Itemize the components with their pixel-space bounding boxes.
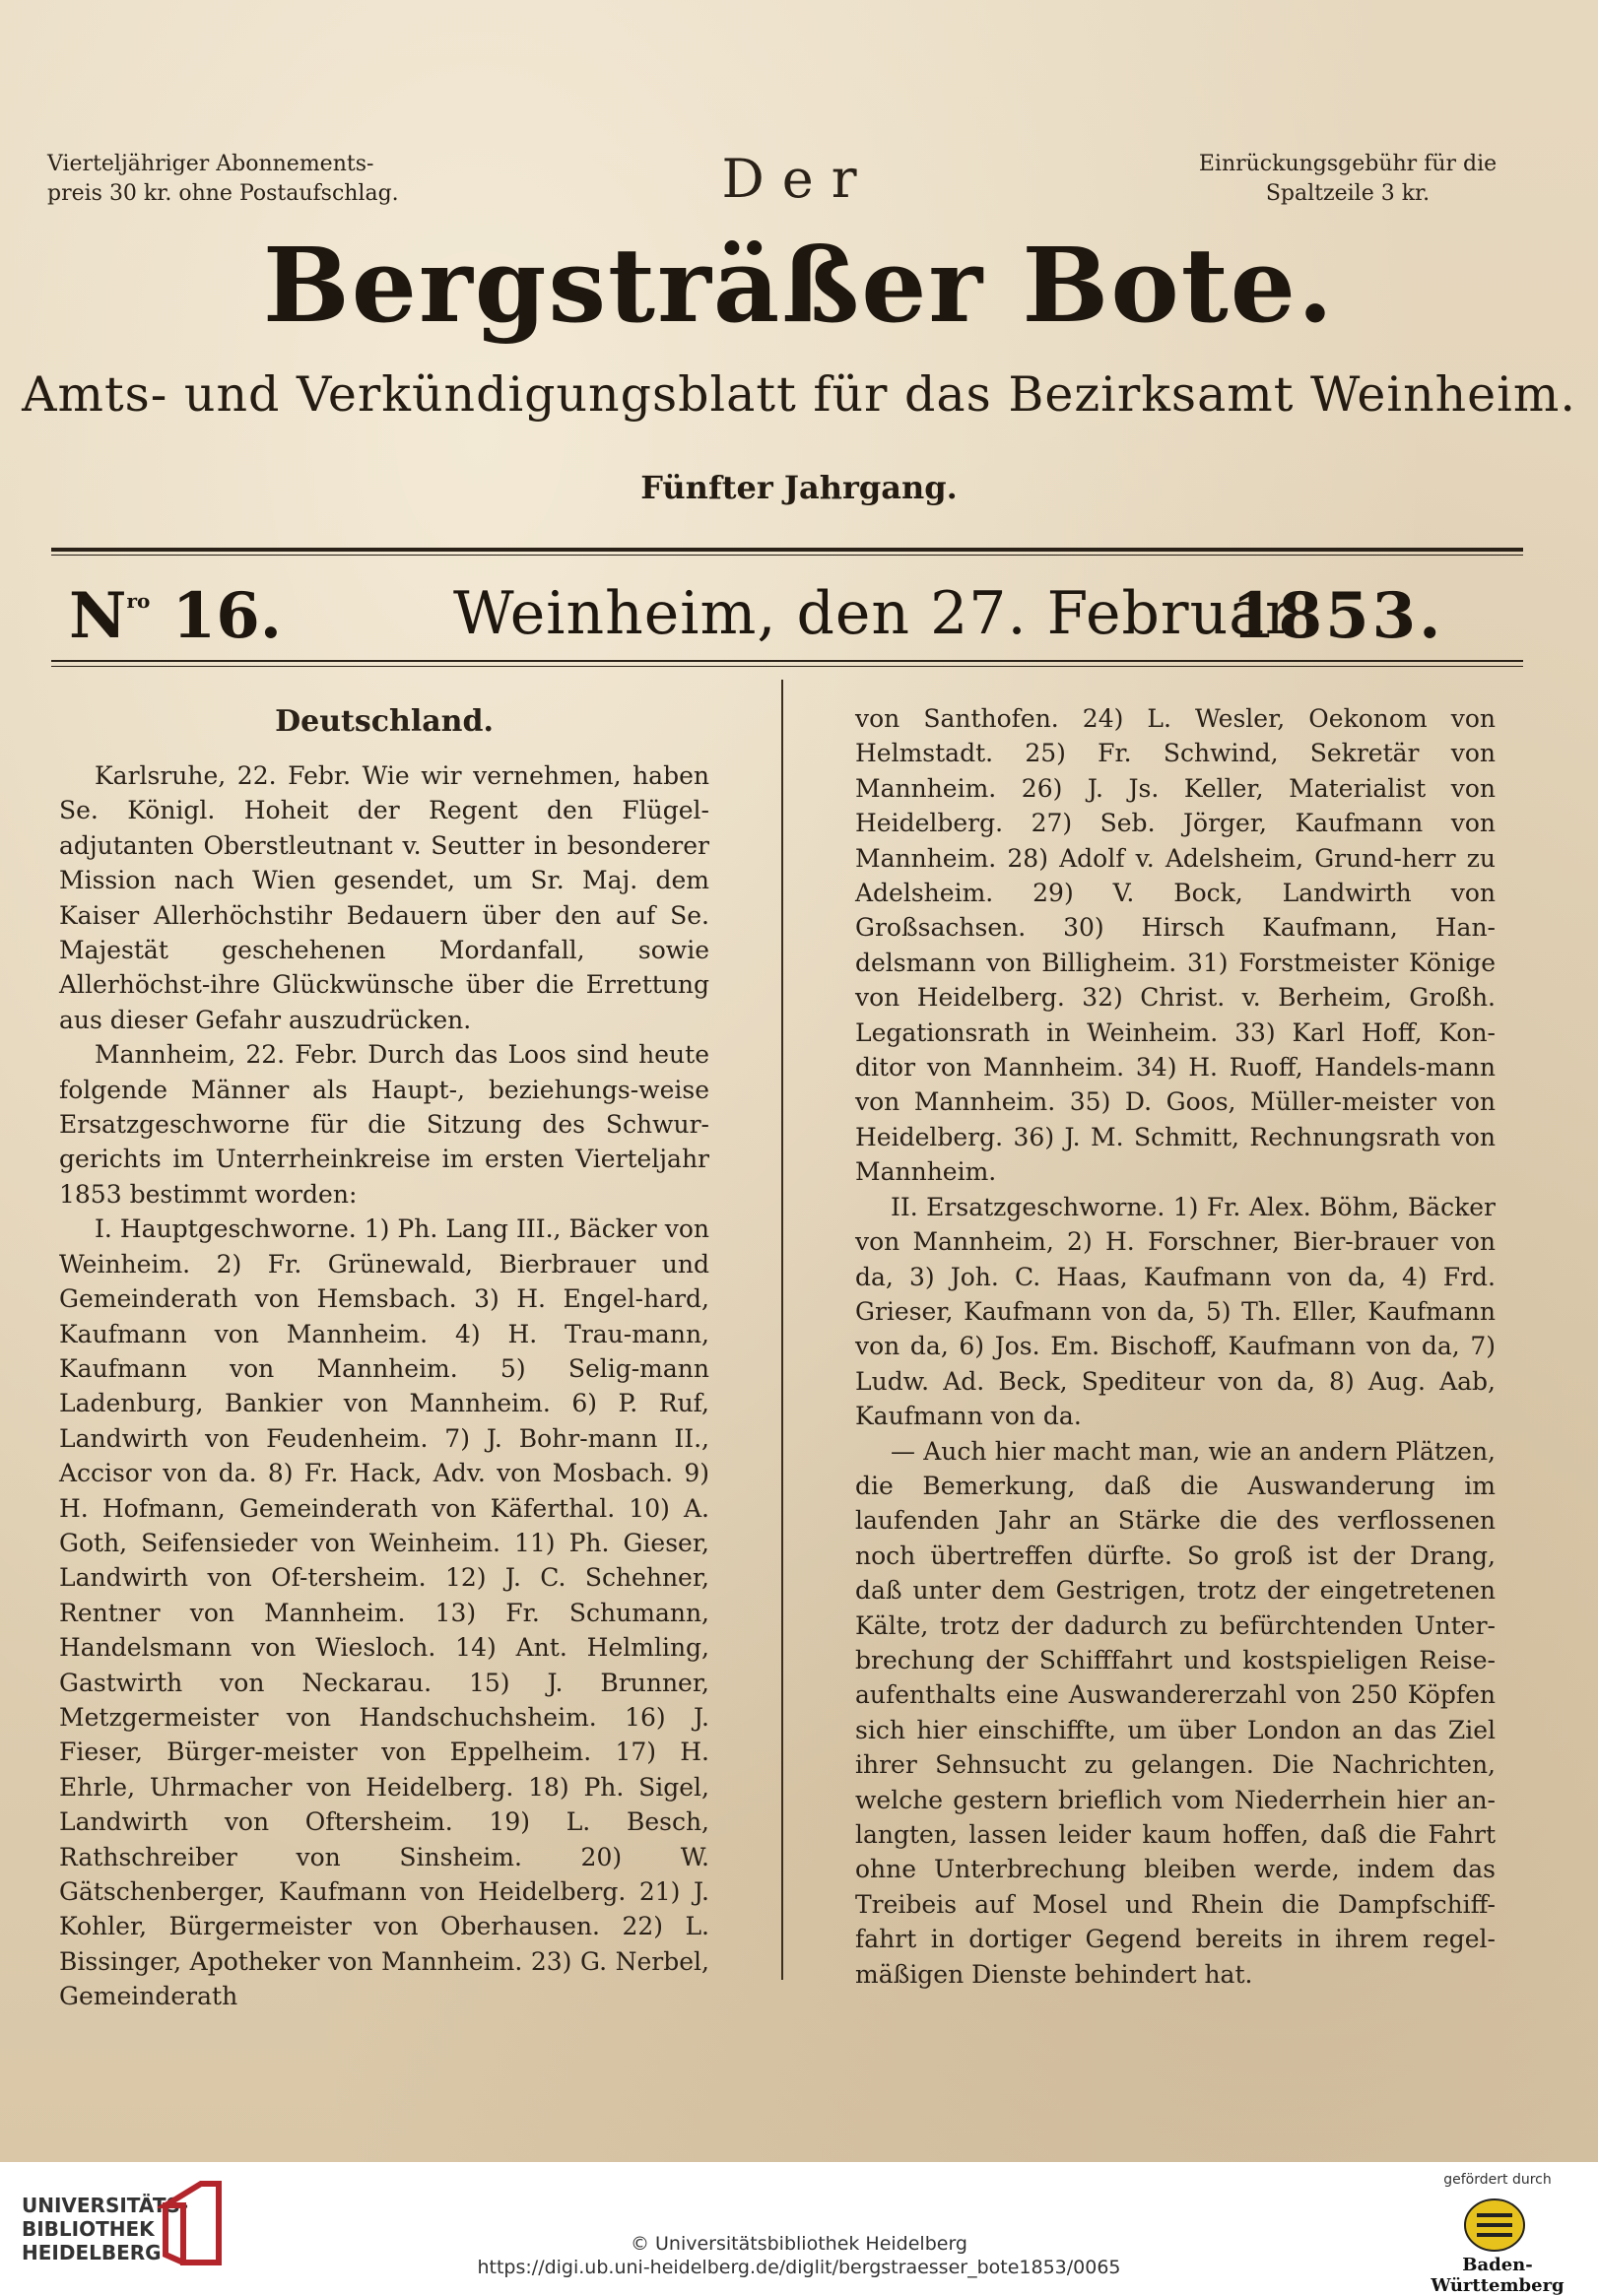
newspaper-subtitle: Amts- und Verkündigungsblatt für das Bezirksamt Weinheim.	[22, 366, 1576, 423]
paragraph-mannheim: Mannheim, 22. Febr. Durch das Loos sind heute folgende Männer als Haupt-, beziehungs-weise Ersatzgeschworne für die Sitzung des Schwur-gerichts im Unterrheinkreise im ersten Vierteljahr 1853 bestimmt worden:	[59, 1040, 709, 1209]
paragraph-karlsruhe: Karlsruhe, 22. Febr. Wie wir vernehmen, haben Se. Königl. Hoheit der Regent den Flügel-adjutanten Oberstleutnant v. Seutter in besonderer Mission nach Wien gesendet, um Sr. Maj. dem Kaiser Allerhöchstihr Bedauern über den auf Se. Majestät geschehenen Mordanfall, sowie Allerhöchst-ihre Glückwünsche über die Errettung aus dieser Gefahr auszudrücken.	[59, 761, 709, 1034]
bottom-rule-thin	[51, 666, 1523, 667]
issue-year: 1853.	[1232, 579, 1444, 653]
section-heading: Deutschland.	[275, 704, 494, 739]
left-column	[59, 758, 709, 2014]
library-name: UNIVERSITÄTS- BIBLIOTHEK HEIDELBERG	[22, 2194, 189, 2264]
issue-number	[69, 579, 282, 653]
paragraph-hauptgeschworne: I. Hauptgeschworne. 1) Ph. Lang III., Bäcker von Weinheim. 2) Fr. Grünewald, Bierbrauer und Gemeinderath von Hemsbach. 3) H. Engel-hard, Kaufmann von Mannheim. 4) H. Trau-mann, Kaufmann von Mannheim. 5) Selig-mann Ladenburg, Bankier von Mannheim. 6) P. Ruf, Landwirth von Feudenheim. 7) J. Bohr-mann II., Accisor von da. 8) Fr. Hack, Adv. von Mosbach. 9) H. Hofmann, Gemeinderath von Käferthal. 10) A. Goth, Seifensieder von Weinheim. 11) Ph. Gieser, Landwirth von Of-tersheim. 12) J. C. Schehner, Rentner von Mannheim. 13) Fr. Schumann, Handelsmann von Wiesloch. 14) Ant. Helmling, Gastwirth von Neckarau. 15) J. Brunner, Metzgermeister von Handschuchsheim. 16) J. Fieser, Bürger-meister von Eppelheim. 17) H. Ehrle, Uhrmacher von Heidelberg. 18) Ph. Sigel, Landwirth von Oftersheim. 19) L. Besch, Rathschreiber von Sinsheim. 20) W. Gätschenberger, Kaufmann von Heidelberg. 21) J. Kohler, Bürgermeister von Oberhausen. 22) L. Bissinger, Apotheker von Mannheim. 23) G. Nerbel, Gemeinderath	[59, 1214, 709, 2011]
paragraph-continuation: von Santhofen. 24) L. Wesler, Oekonom von Helmstadt. 25) Fr. Schwind, Sekretär von Mannheim. 26) J. Js. Keller, Materialist von Heidelberg. 27) Seb. Jörger, Kaufmann von Mannheim. 28) Adolf v. Adelsheim, Grund-herr zu Adelsheim. 29) V. Bock, Landwirth von Großsachsen. 30) Hirsch Kaufmann, Han-delsmann von Billigheim. 31) Forstmeister Könige von Heidelberg. 32) Christ. v. Berheim, Großh. Legationsrath in Weinheim. 33) Karl Hoff, Kon-ditor von Mannheim. 34) H. Ruoff, Handels-mann von Mannheim. 35) D. Goos, Müller-meister von Heidelberg. 36) J. M. Schmitt, Rechnungsrath von Mannheim.	[855, 704, 1496, 1187]
newspaper-title: Bergsträßer Bote.	[262, 225, 1336, 346]
paragraph-auswanderung: — Auch hier macht man, wie an andern Plätzen, die Bemerkung, daß die Auswanderung im laufenden Jahr an Stärke die des verflossenen noch übertreffen dürfte. So groß ist der Drang, daß unter dem Gestrigen, trotz der eingetretenen Kälte, trotz der dadurch zu befürchtenden Unter-brechung der Schifffahrt und kostspieligen Reise-aufenthalts eine Auswandererzahl von 250 Köpfen sich hier einschiffte, um über London an das Ziel ihrer Sehnsucht zu gelangen. Die Nachrichten, welche gestern brieflich vom Niederrhein hier an-langten, lassen leider kaum hoffen, daß die Fahrt ohne Unterbrechung bleiben werde, indem das Treibeis auf Mosel und Rhein die Dampfschiff-fahrt in dortiger Gegend bereits in ihrem regel-mäßigen Dienste behindert hat.	[855, 1436, 1496, 1989]
copyright-line: © Universitätsbibliothek Heidelberg	[630, 2233, 967, 2255]
top-rule	[51, 548, 1523, 552]
insertion-fee-note: Einrückungsgebühr für die Spaltzeile 3 kr.	[1198, 152, 1498, 206]
issue-prefix: N	[69, 579, 127, 653]
masthead-article: Der	[721, 148, 875, 210]
right-column	[855, 701, 1496, 1992]
issue-superscript: ro	[126, 589, 151, 613]
issue-number-value: 16.	[171, 579, 283, 653]
paragraph-ersatzgeschworne: II. Ersatzgeschworne. 1) Fr. Alex. Böhm, Bäcker von Mannheim, 2) H. Forschner, Bier-brauer von da, 3) Joh. C. Haas, Kaufmann von da, 4) Frd. Grieser, Kaufmann von da, 5) Th. Eller, Kaufmann von da, 6) Jos. Em. Bischoff, Kaufmann von da, 7) Ludw. Ad. Beck, Spediteur von da, 8) Aug. Aab, Kaufmann von da.	[855, 1192, 1496, 1431]
baden-wuerttemberg-crest-icon	[1463, 2196, 1526, 2255]
funded-by-label: gefördert durch	[1443, 2172, 1552, 2188]
subscription-note: Vierteljähriger Abonnements- preis 30 kr. ohne Postaufschlag.	[47, 152, 399, 206]
edition-line: Fünfter Jahrgang.	[640, 469, 958, 506]
place-date: Weinheim, den 27. Februar	[453, 579, 1295, 648]
bottom-rule	[51, 660, 1523, 662]
funder-name: Baden-Württemberg	[1431, 2255, 1565, 2296]
library-footer	[0, 2162, 1598, 2296]
top-rule-thin	[51, 555, 1523, 556]
column-divider	[781, 680, 783, 1980]
source-url[interactable]: https://digi.ub.uni-heidelberg.de/diglit/bergstraesser_bote1853/0065	[477, 2257, 1121, 2278]
